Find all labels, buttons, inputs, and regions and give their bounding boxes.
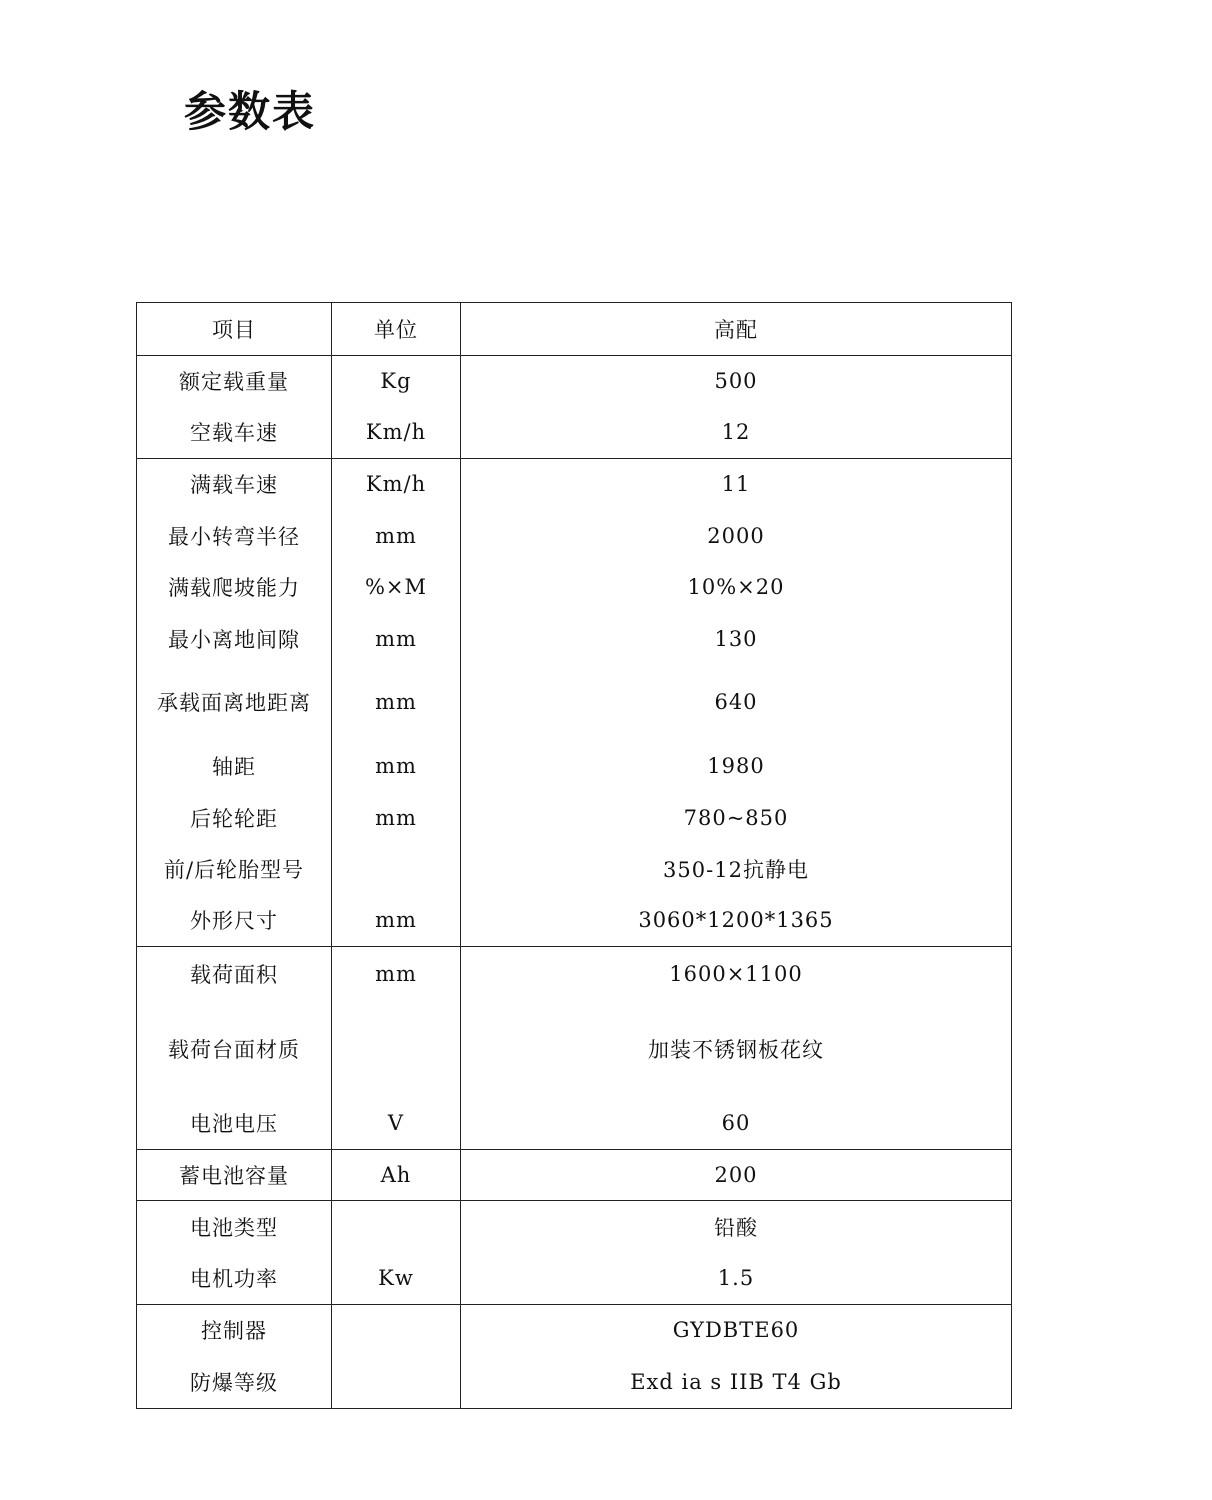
- row-value-cell: GYDBTE60: [461, 1305, 1012, 1356]
- row-unit-cell: Km/h: [332, 459, 461, 510]
- table-row: [137, 1356, 1012, 1409]
- header-item: 项目: [137, 303, 332, 356]
- table-row: [137, 947, 1012, 1001]
- table-row: [137, 895, 1012, 947]
- row-item-cell: 满载爬坡能力: [137, 562, 332, 613]
- table-row: [137, 665, 1012, 740]
- row-value-cell: 1980: [461, 740, 1012, 792]
- table-row: [137, 1098, 1012, 1150]
- row-item-cell: 电机功率: [137, 1253, 332, 1305]
- row-unit-cell: mm: [332, 665, 461, 740]
- header-unit: 单位: [332, 303, 461, 356]
- table-row: [137, 356, 1012, 407]
- row-item-cell: 电池电压: [137, 1098, 332, 1150]
- table-header-row: [137, 303, 1012, 356]
- table-row: [137, 510, 1012, 562]
- row-unit-cell: [332, 1305, 461, 1356]
- row-item-cell: 载荷台面材质: [137, 1001, 332, 1098]
- row-unit-cell: Kg: [332, 356, 461, 407]
- row-unit-cell: Ah: [332, 1150, 461, 1201]
- row-item-cell: 后轮轮距: [137, 792, 332, 844]
- row-item-cell: 最小离地间隙: [137, 613, 332, 665]
- table-row: [137, 407, 1012, 459]
- row-value-cell: 130: [461, 613, 1012, 665]
- row-unit-cell: Km/h: [332, 407, 461, 459]
- table-row: [137, 1001, 1012, 1098]
- table-row: [137, 1305, 1012, 1356]
- row-item-cell: 外形尺寸: [137, 895, 332, 947]
- table-row: [137, 459, 1012, 510]
- row-value-cell: 3060*1200*1365: [461, 895, 1012, 947]
- row-value-cell: Exd ia s IIB T4 Gb: [461, 1356, 1012, 1409]
- row-unit-cell: [332, 1201, 461, 1253]
- row-item-cell: 电池类型: [137, 1201, 332, 1253]
- table-row: [137, 562, 1012, 613]
- row-value-cell: 60: [461, 1098, 1012, 1150]
- row-item-cell: 防爆等级: [137, 1356, 332, 1409]
- row-value-cell: 10%×20: [461, 562, 1012, 613]
- row-unit-cell: [332, 1356, 461, 1409]
- row-unit-cell: V: [332, 1098, 461, 1150]
- row-item-cell: 空载车速: [137, 407, 332, 459]
- table-row: [137, 1253, 1012, 1305]
- row-item-cell: 满载车速: [137, 459, 332, 510]
- row-value-cell: 350-12抗静电: [461, 844, 1012, 895]
- row-value-cell: 加装不锈钢板花纹: [461, 1001, 1012, 1098]
- row-value-cell: 1.5: [461, 1253, 1012, 1305]
- table-row: [137, 844, 1012, 895]
- table-row: [137, 740, 1012, 792]
- row-unit-cell: mm: [332, 740, 461, 792]
- table-body: [137, 303, 1012, 1409]
- row-unit-cell: mm: [332, 613, 461, 665]
- row-unit-cell: Kw: [332, 1253, 461, 1305]
- parameter-table: [136, 302, 1012, 1409]
- header-value: 高配: [461, 303, 1012, 356]
- row-item-cell: 承载面离地距离: [137, 665, 332, 740]
- row-item-cell: 额定载重量: [137, 356, 332, 407]
- row-item-cell: 控制器: [137, 1305, 332, 1356]
- row-unit-cell: mm: [332, 510, 461, 562]
- row-value-cell: 11: [461, 459, 1012, 510]
- row-item-cell: 载荷面积: [137, 947, 332, 1001]
- row-unit-cell: mm: [332, 792, 461, 844]
- row-value-cell: 2000: [461, 510, 1012, 562]
- table-row: [137, 1201, 1012, 1253]
- row-item-cell: 蓄电池容量: [137, 1150, 332, 1201]
- row-value-cell: 640: [461, 665, 1012, 740]
- row-value-cell: 500: [461, 356, 1012, 407]
- row-unit-cell: %×M: [332, 562, 461, 613]
- row-unit-cell: mm: [332, 947, 461, 1001]
- row-unit-cell: [332, 844, 461, 895]
- row-unit-cell: [332, 1001, 461, 1098]
- row-value-cell: 780~850: [461, 792, 1012, 844]
- row-item-cell: 最小转弯半径: [137, 510, 332, 562]
- row-unit-cell: mm: [332, 895, 461, 947]
- row-value-cell: 200: [461, 1150, 1012, 1201]
- row-value-cell: 12: [461, 407, 1012, 459]
- row-item-cell: 轴距: [137, 740, 332, 792]
- table-row: [137, 792, 1012, 844]
- row-value-cell: 铅酸: [461, 1201, 1012, 1253]
- row-value-cell: 1600×1100: [461, 947, 1012, 1001]
- page-title: 参数表: [184, 87, 317, 136]
- table-row: [137, 1150, 1012, 1201]
- row-item-cell: 前/后轮胎型号: [137, 844, 332, 895]
- table-row: [137, 613, 1012, 665]
